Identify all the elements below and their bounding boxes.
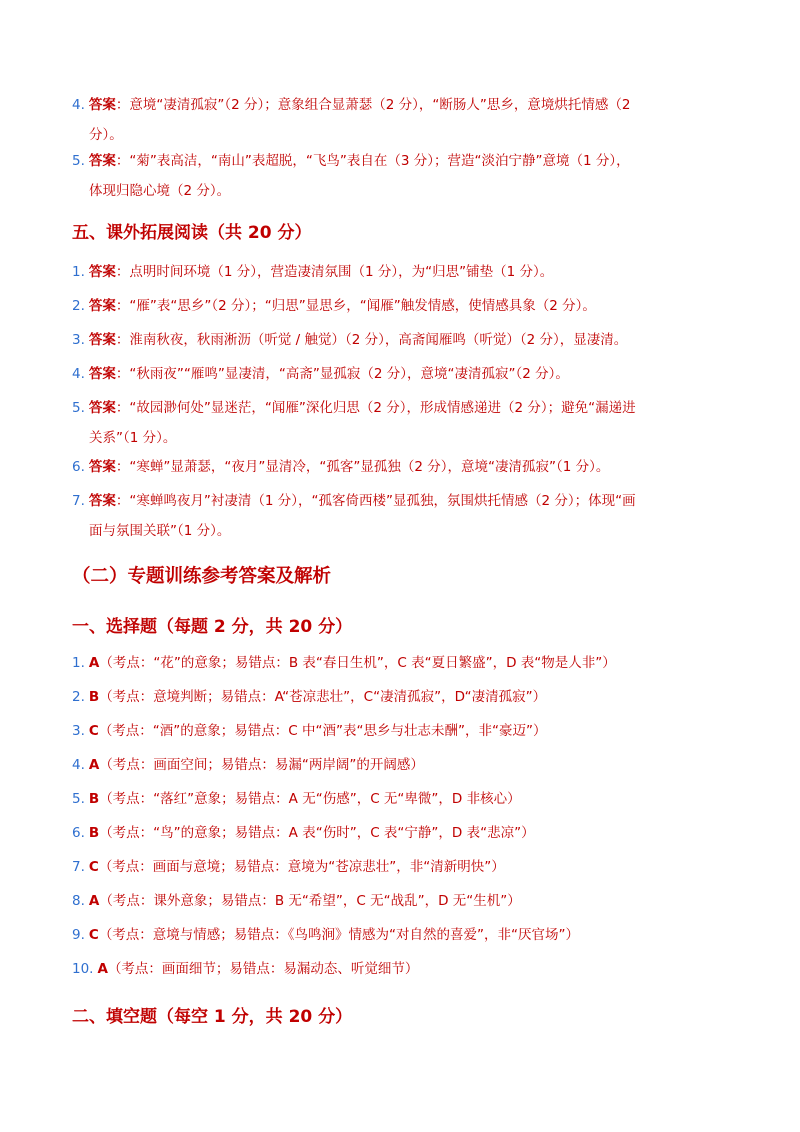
answer-label: A [88, 757, 100, 773]
answer-text: （考点：画面与意境；易错点：意境为“苍凉悲壮”，非“清新明快”） [98, 859, 505, 875]
answer-text: （考点：意境与情感；易错点：《鸟鸣涧》情感为“对自然的喜爱”，非“厌官场”） [98, 927, 580, 943]
list-item [72, 716, 732, 746]
answer-text-cont: 关系”（1 分）。 [89, 430, 177, 446]
item-number: 2. [72, 298, 85, 314]
item-number: 4. [72, 97, 85, 113]
list-item [72, 852, 732, 882]
answer-text: （考点：“鸟”的意象；易错点：A 表“伤时”，C 表“宁静”，D 表“悲凉”） [99, 825, 535, 841]
list-item [72, 146, 732, 206]
part-heading: （二）专题训练参考答案及解析 [72, 566, 332, 587]
item-number: 1. [72, 264, 85, 280]
answer-text: （考点：“花”的意象；易错点：B 表“春日生机”，C 表“夏日繁盛”，D 表“物是人非”） [99, 655, 616, 671]
answer-text: ：“雁”表“思乡”（2 分）；“归思”显思乡，“闻雁”触发情感，使情感具象（2 分）。 [115, 298, 596, 314]
answer-label: 答案 [88, 400, 116, 416]
item-number: 6. [72, 459, 85, 475]
list-item [72, 257, 732, 287]
answer-label: A [88, 893, 100, 909]
answer-text-cont: 面与氛围关联”（1 分）。 [89, 523, 231, 539]
answer-label: 答案 [88, 298, 116, 314]
list-item [72, 682, 732, 712]
item-number: 10. [72, 961, 94, 977]
answer-text: （考点：“落红”意象；易错点：A 无“伤感”，C 无“卑微”，D 非核心） [99, 791, 521, 807]
answer-text: ：“菊”表高洁，“南山”表超脱，“飞鸟”表自在（3 分）；营造“淡泊宁静”意境（1 分）， [115, 153, 630, 169]
answer-label: B [88, 689, 100, 705]
answer-text: ：“故园渺何处”显迷茫，“闻雁”深化归思（2 分），形成情感递进（2 分）；避免“漏递进 [115, 400, 636, 416]
answer-text: （考点：课外意象；易错点：B 无“希望”，C 无“战乱”，D 无“生机”） [99, 893, 521, 909]
answer-text: ：点明时间环境（1 分），营造凄清氛围（1 分），为“归思”铺垫（1 分）。 [115, 264, 554, 280]
answer-text: ：“寒蝉鸣夜月”衬凄清（1 分），“孤客倚西楼”显孤独，氛围烘托情感（2 分）；体现“画 [115, 493, 636, 509]
item-number: 4. [72, 757, 85, 773]
list-item [72, 886, 732, 916]
list-item [72, 486, 732, 546]
answer-label: B [88, 791, 100, 807]
list-item [72, 90, 732, 150]
answer-label: 答案 [88, 493, 116, 509]
answer-label: 答案 [88, 264, 116, 280]
answer-text: ：“寒蝉”显萧瑟，“夜月”显清冷，“孤客”显孤独（2 分），意境“凄清孤寂”（1 分）。 [115, 459, 610, 475]
item-number: 7. [72, 859, 85, 875]
answer-label: 答案 [88, 366, 116, 382]
list-item [72, 648, 732, 678]
answer-text: （考点：画面空间；易错点：易漏“两岸阔”的开阔感） [99, 757, 424, 773]
answer-text: （考点：意境判断；易错点：A“苍凉悲壮”，C“凄清孤寂”，D“凄清孤寂”） [99, 689, 547, 705]
answer-label: C [88, 859, 99, 875]
answer-label: 答案 [88, 153, 116, 169]
item-number: 5. [72, 400, 85, 416]
item-number: 5. [72, 791, 85, 807]
item-number: 5. [72, 153, 85, 169]
section-heading: 五、课外拓展阅读（共 20 分） [72, 223, 312, 243]
answer-label: C [88, 723, 99, 739]
list-item [72, 920, 732, 950]
answer-text-cont: 体现归隐心境（2 分）。 [89, 183, 231, 199]
list-item [72, 393, 732, 453]
list-item [72, 954, 732, 984]
item-number: 9. [72, 927, 85, 943]
answer-label: B [88, 825, 100, 841]
answer-text: （考点：“酒”的意象；易错点：C 中“酒”表“思乡与壮志未酬”，非“豪迈”） [98, 723, 547, 739]
answer-text: ：意境“凄清孤寂”（2 分）；意象组合显萧瑟（2 分），“断肠人”思乡，意境烘托情感（2 [115, 97, 631, 113]
item-number: 4. [72, 366, 85, 382]
answer-label: 答案 [88, 459, 116, 475]
item-number: 3. [72, 723, 85, 739]
answer-text: ：“秋雨夜”“雁鸣”显凄清，“高斋”显孤寂（2 分），意境“凄清孤寂”（2 分）。 [115, 366, 569, 382]
item-number: 2. [72, 689, 85, 705]
item-number: 3. [72, 332, 85, 348]
list-item [72, 452, 732, 482]
item-number: 7. [72, 493, 85, 509]
answer-label: A [97, 961, 108, 977]
list-item [72, 291, 732, 321]
section-heading: 一、选择题（每题 2 分，共 20 分） [72, 617, 353, 637]
list-item [72, 359, 732, 389]
answer-label: A [88, 655, 100, 671]
item-number: 8. [72, 893, 85, 909]
list-item [72, 325, 732, 355]
answer-label: C [88, 927, 99, 943]
list-item [72, 750, 732, 780]
answer-text-cont: 分）。 [89, 127, 123, 143]
answer-label: 答案 [88, 97, 116, 113]
list-item [72, 784, 732, 814]
answer-text: ：淮南秋夜，秋雨淅沥（听觉 / 触觉）（2 分），高斋闻雁鸣（听觉）（2 分），显凄清。 [115, 332, 628, 348]
item-number: 6. [72, 825, 85, 841]
list-item [72, 818, 732, 848]
item-number: 1. [72, 655, 85, 671]
answer-label: 答案 [88, 332, 116, 348]
answer-text: （考点：画面细节；易错点：易漏动态、听觉细节） [107, 961, 419, 977]
section-heading: 二、填空题（每空 1 分，共 20 分） [72, 1007, 353, 1027]
